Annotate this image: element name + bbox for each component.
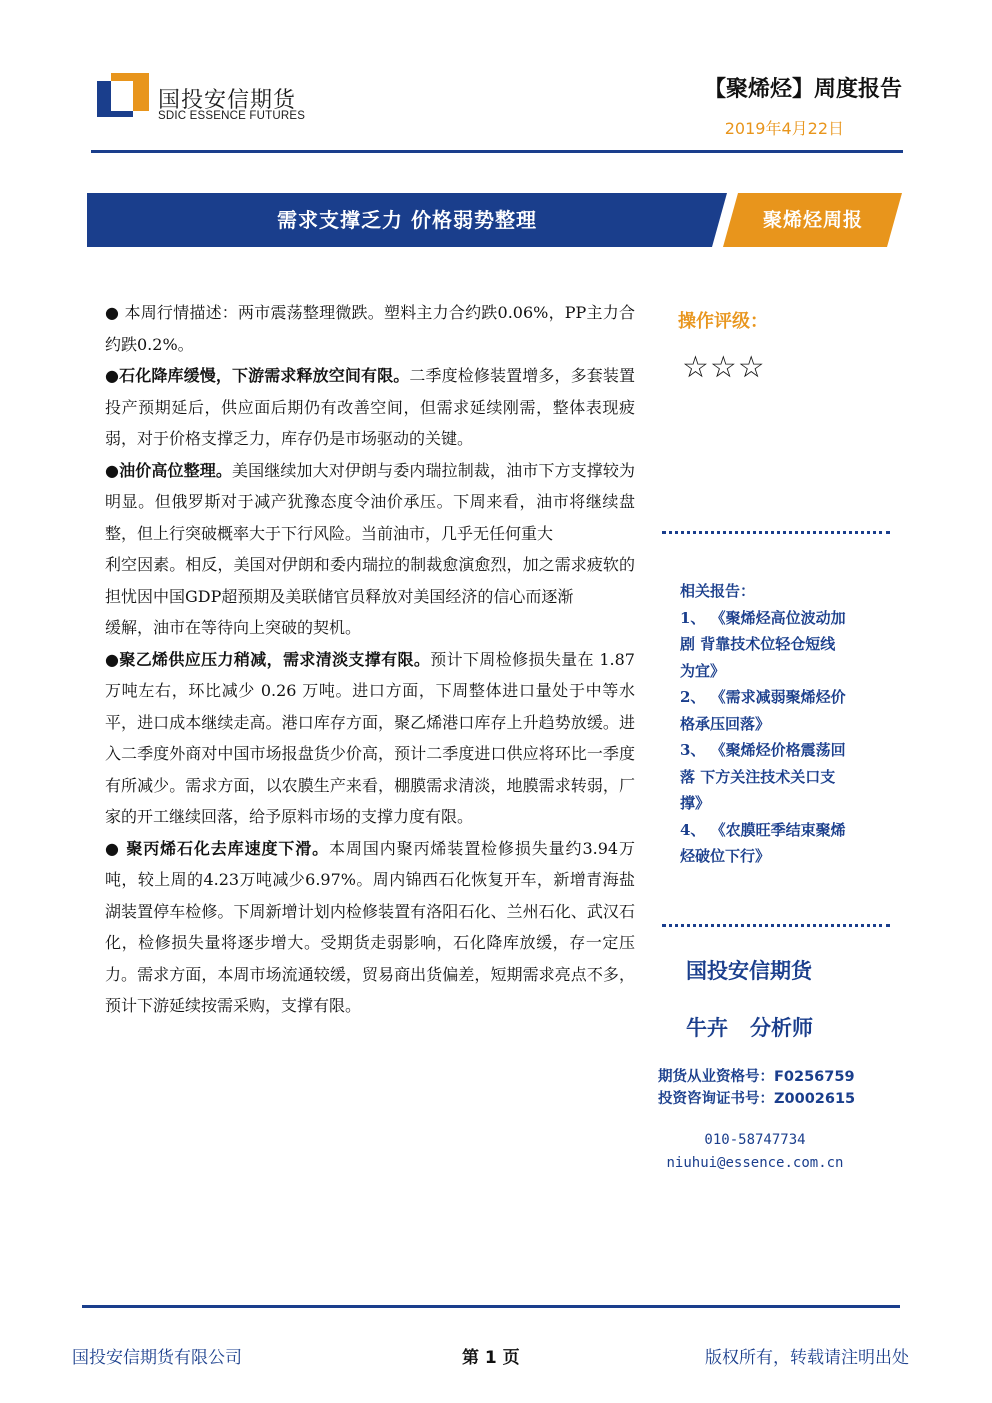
footer-company: 国投安信期货有限公司 <box>72 1348 242 1368</box>
sidebar-company-name: 国投安信期货 <box>686 959 812 983</box>
related-report-line: 为宜》 <box>680 661 726 680</box>
related-report-line: 撑》 <box>680 794 711 812</box>
paragraph-oil <box>105 455 635 550</box>
related-report-item[interactable] <box>680 605 880 685</box>
paragraph-inventory <box>105 360 635 455</box>
consult-license: 投资咨询证书号：Z0002615 <box>658 1091 856 1107</box>
paragraph-pp-text: 本周国内聚丙烯装置检修损失量约3.94万吨，较上周的4.23万吨减少6.97%。周内锦西石化恢复开车，新增青海盐湖装置停车检修。下周新增计划内检修装置有洛阳石化、兰州石化、武汉石化，检修损失量将逐步增大。受期货走弱影响，石化降库放缓，存一定压力。需求方面，本周市场流通较缓，贸易商出货偏差，短期需求亮点不多，预计下游延续按需采购，支撑有限。 <box>105 838 635 1015</box>
paragraph-summary: ● 本周行情描述：两市震荡整理微跌。塑料主力合约跌0.06%，PP主力合约跌0.2%。 <box>105 303 635 354</box>
related-report-line: 烃破位下行》 <box>680 847 771 865</box>
paragraph-inventory-text: 二季度检修装置增多，多套装置投产预期延后，供应面后期仍有改善空间，但需求延续刚需，整体表现疲弱，对于价格支撑乏力，库存仍是市场驱动的关键。 <box>105 366 635 448</box>
paragraph-pp <box>105 833 635 1022</box>
paragraph-oil-continued-2: 缓解，油市在等待向上突破的契机。 <box>105 618 362 637</box>
related-reports-title: 相关报告： <box>680 582 756 600</box>
related-report-item[interactable] <box>680 684 880 737</box>
related-report-line: 1、 《聚烯烃高位波动加 <box>680 608 846 627</box>
paragraph-pe <box>105 644 635 833</box>
page-number: 第 1 页 <box>462 1348 520 1368</box>
footer-copyright: 版权所有，转载请注明出处 <box>705 1348 909 1368</box>
related-report-item[interactable] <box>680 737 880 817</box>
footer-divider <box>82 1305 900 1308</box>
paragraph-oil-text: 美国继续加大对伊朗与委内瑞拉制裁，油市下方支撑较为明显。但俄罗斯对于减产犹豫态度令油价承压。下周来看，油市将继续盘整，但上行突破概率大于下行风险。当前油市，几乎无任何重大 <box>105 460 635 543</box>
logo-text-en: SDIC ESSENCE FUTURES <box>158 110 306 122</box>
paragraph-pp-heading: ● 聚丙烯石化去库速度下滑。 <box>105 838 330 858</box>
related-reports <box>680 578 880 870</box>
paragraph-inventory-heading: ●石化降库缓慢，下游需求释放空间有限。 <box>105 366 410 385</box>
related-report-item[interactable] <box>680 817 880 870</box>
related-report-line: 2、 《需求减弱聚烯烃价 <box>680 688 846 706</box>
report-type-title: 【聚烯烃】周度报告 <box>703 77 902 102</box>
related-report-line: 格承压回落》 <box>680 714 771 733</box>
contact-email-link[interactable]: niuhui@essence.com.cn <box>666 1155 844 1171</box>
paragraph-pe-text: 预计下周检修损失量在 1.87 万吨左右，环比减少 0.26 万吨。进口方面，下周整体进口量处于中等水平，进口成本继续走高。港口库存方面，聚乙烯港口库存上升趋势放缓。进入二季度外商对中国市场报盘货少价高，预计二季度进口供应将环比一季度有所减少。需求方面，以农膜生产来看，棚膜需求清淡，地膜需求转弱，厂家的开工继续回落，给予原料市场的支撑力度有限。 <box>105 649 635 826</box>
sidebar-divider <box>662 531 890 534</box>
related-report-line: 落 下方关注技术关口支 <box>680 767 836 786</box>
logo-text-cn: 国投安信期货 <box>158 88 297 113</box>
header-divider <box>91 150 903 153</box>
related-report-line: 剧 背靠技术位轻仓短线 <box>680 635 836 653</box>
banner-tag: 聚烯烃周报 <box>762 209 863 231</box>
rating-stars-icon: ☆☆☆ <box>682 350 766 385</box>
paragraph-pe-heading: ●聚乙烯供应压力稍减，需求清淡支撑有限。 <box>105 649 431 669</box>
report-date: 2019年4月22日 <box>724 119 844 138</box>
banner-title: 需求支撑乏力 价格弱势整理 <box>277 208 537 232</box>
related-report-line: 3、 《聚烯烃价格震荡回 <box>680 741 846 759</box>
paragraph-oil-heading: ●油价高位整理。 <box>105 460 232 480</box>
related-report-line: 4、 《农膜旺季结束聚烯 <box>680 820 846 839</box>
contact-phone: 010-58747734 <box>704 1132 806 1148</box>
analyst-title: 分析师 <box>750 1016 813 1040</box>
analyst-name: 牛卉 <box>686 1016 728 1040</box>
paragraph-oil-continued: 利空因素。相反，美国对伊朗和委内瑞拉的制裁愈演愈烈，加之需求疲软的担忧因中国GDP超预期及美联储官员释放对美国经济的信心而逐渐 <box>105 555 635 606</box>
main-content <box>105 297 635 1022</box>
futures-license: 期货从业资格号：F0256759 <box>658 1069 855 1085</box>
sidebar-divider <box>662 924 890 927</box>
rating-label: 操作评级： <box>678 311 768 332</box>
company-logo-icon <box>97 73 149 125</box>
analyst-line <box>686 1012 813 1042</box>
